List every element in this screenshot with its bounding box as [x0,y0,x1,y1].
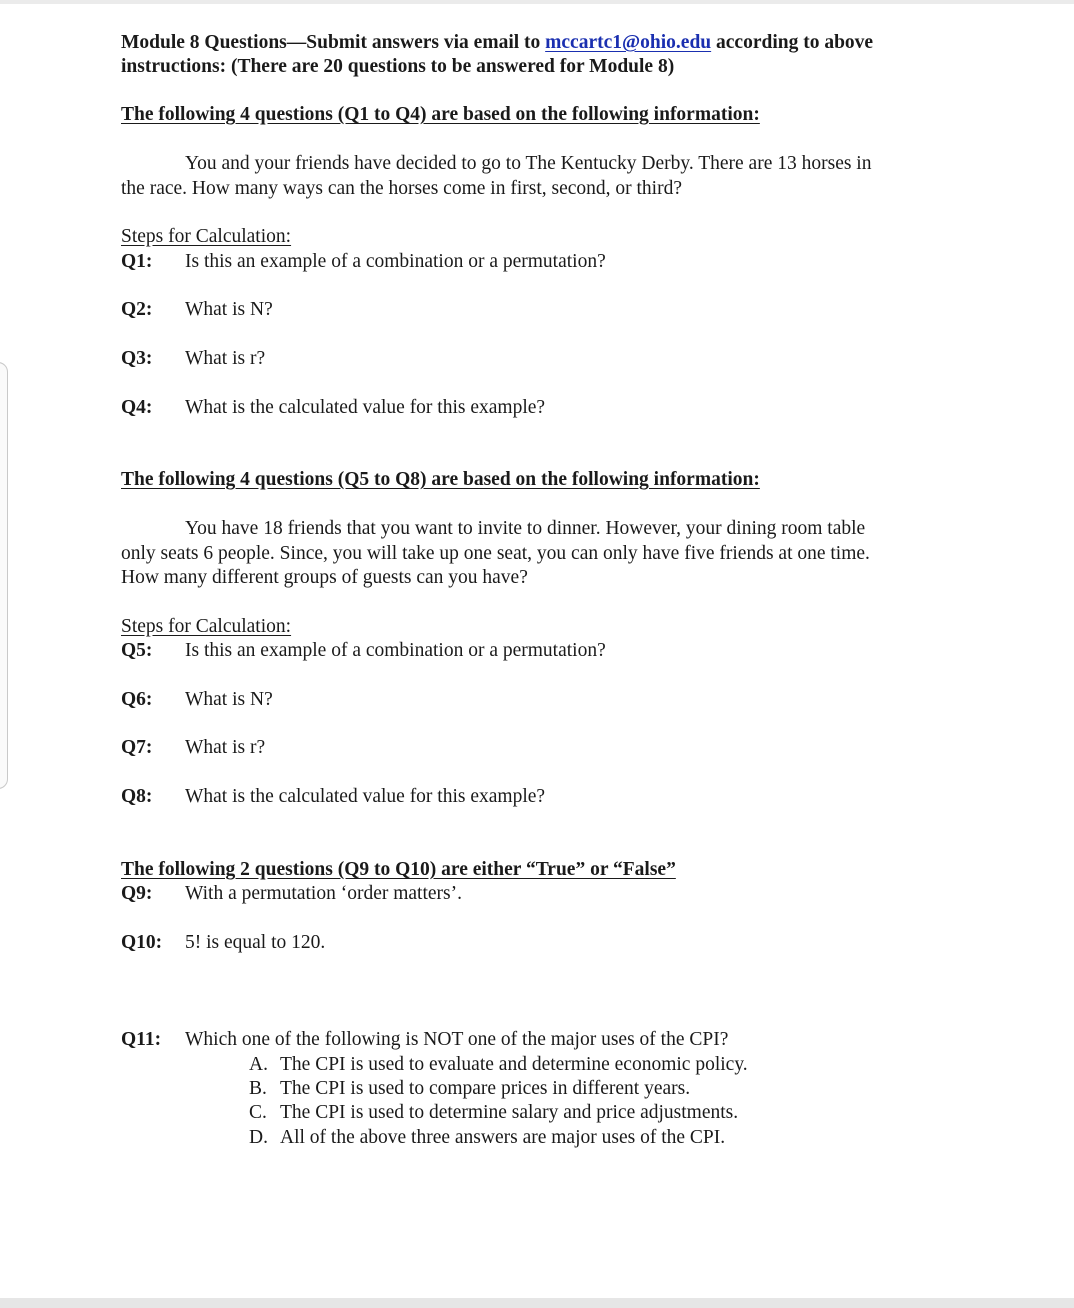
section2-scenario-line1: You have 18 friends that you want to invite to dinner. However, your dining room table [185,518,866,539]
email-link[interactable]: mccartc1@ohio.edu [545,32,712,53]
question-q11 [121,1028,729,1052]
question-text: What is r? [185,348,266,369]
q11-option-d [249,1126,726,1150]
question-label: Q11: [121,1029,162,1050]
question-q1 [121,250,606,274]
question-label: Q3: [121,348,153,369]
question-text: Is this an example of a combination or a permutation? [185,251,606,272]
question-q8 [121,785,546,809]
question-label: Q2: [121,299,153,320]
option-letter: D. [249,1127,268,1148]
question-q9 [121,882,462,906]
section1-scenario-line1: You and your friends have decided to go to The Kentucky Derby. There are 13 horses in [185,153,872,174]
question-label: Q9: [121,883,153,904]
question-text: What is the calculated value for this example? [185,786,546,807]
option-text: The CPI is used to compare prices in different years. [280,1078,691,1099]
page-title [121,31,873,55]
q11-option-b [249,1077,691,1101]
question-text: What is N? [185,689,273,710]
question-text: Which one of the following is NOT one of the major uses of the CPI? [185,1029,729,1050]
title-suffix: according to above [711,32,874,53]
question-label: Q6: [121,689,153,710]
q11-option-c [249,1101,739,1125]
question-label: Q1: [121,251,153,272]
option-letter: C. [249,1102,267,1123]
section1-steps-label: Steps for Calculation: [121,226,292,247]
section2-heading: The following 4 questions (Q5 to Q8) are based on the following information: [121,469,760,490]
section2-scenario-line2: only seats 6 people. Since, you will take up one seat, you can only have five friends at one time. [121,543,870,564]
question-text: What is the calculated value for this example? [185,397,546,418]
option-text: All of the above three answers are major uses of the CPI. [280,1127,726,1148]
question-text: With a permutation ‘order matters’. [185,883,462,904]
option-text: The CPI is used to evaluate and determine economic policy. [280,1054,748,1075]
question-text: 5! is equal to 120. [185,932,326,953]
option-letter: B. [249,1078,267,1099]
title-prefix: Module 8 Questions—Submit answers via email to [121,32,546,53]
section2-scenario-line3: How many different groups of guests can you have? [121,567,528,588]
bottom-edge [0,1298,1074,1308]
question-label: Q4: [121,397,153,418]
section3-heading: The following 2 questions (Q9 to Q10) are either “True” or “False” [121,859,676,880]
question-text: What is r? [185,737,266,758]
question-q2 [121,298,273,322]
question-q6 [121,688,273,712]
option-letter: A. [249,1054,268,1075]
question-text: Is this an example of a combination or a permutation? [185,640,606,661]
question-q5 [121,639,606,663]
question-text: What is N? [185,299,273,320]
section1-heading: The following 4 questions (Q1 to Q4) are based on the following information: [121,104,760,125]
question-label: Q8: [121,786,153,807]
question-label: Q10: [121,932,163,953]
q11-option-a [249,1053,748,1077]
question-q3 [121,347,266,371]
question-label: Q7: [121,737,153,758]
question-q4 [121,396,546,420]
question-q7 [121,736,266,760]
question-label: Q5: [121,640,153,661]
section1-scenario-line2: the race. How many ways can the horses come in first, second, or third? [121,178,682,199]
question-q10 [121,931,326,955]
option-text: The CPI is used to determine salary and price adjustments. [280,1102,739,1123]
section2-steps-label: Steps for Calculation: [121,616,292,637]
page-subtitle: instructions: (There are 20 questions to be answered for Module 8) [121,56,675,77]
